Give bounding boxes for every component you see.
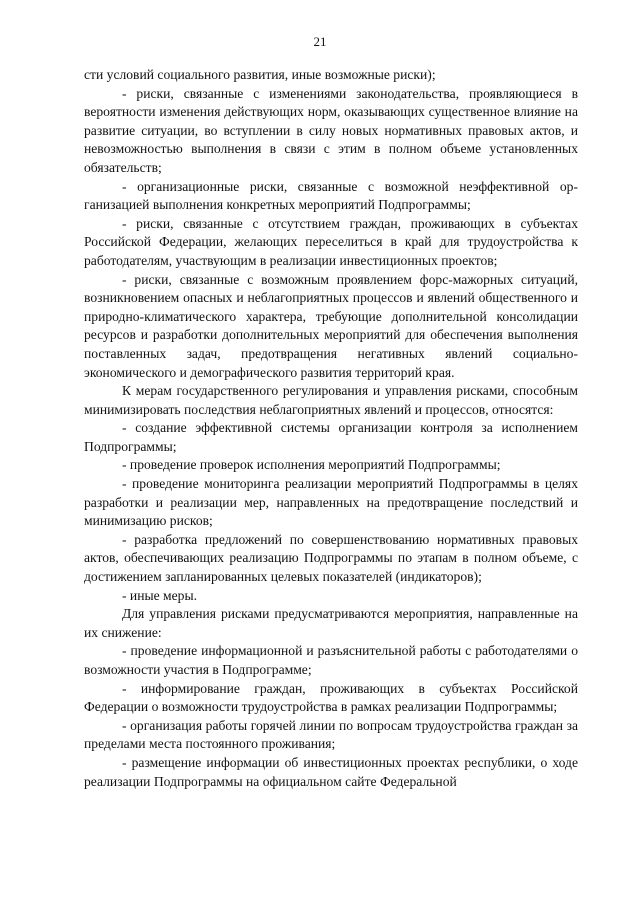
- paragraph-control-system: - создание эффективной системы организации контроля за исполнением Подпрограммы;: [84, 420, 578, 454]
- paragraph-legislative-risks: - риски, связанные с изменениями законодательства, проявляющиеся в вероятности изменения действующих норм, оказывающих существенное влияние на развитие ситуации, во вступлении в силу новых нормативных правовых актов, и невозможностью выполнения в связи с этим в полном объеме установленных обязательств;: [84, 85, 578, 175]
- paragraph-legal-proposals: - разработка предложений по совершенствованию нормативных правовых актов, обеспечивающих реализацию Подпрограммы по этапам в полном объеме, с достижением запланированных целевых показателей (индикаторов);: [84, 531, 578, 585]
- paragraph-continuation: сти условий социального развития, иные возможные риски);: [84, 67, 436, 82]
- paragraph-organizational-risks: - организационные риски, связанные с возможной неэффективной организацией выполнения конкретных мероприятий Подпрограммы;: [84, 178, 578, 213]
- body-text: [84, 66, 578, 791]
- paragraph-website-information: - размещение информации об инвестиционных проектах республики, о ходе реализации Подпрограммы на официальном сайте Федеральной: [84, 754, 578, 789]
- paragraph-citizen-information: - информирование граждан, проживающих в субъектах Российской Федерации о возможности трудоустройства в рамках реализации Подпрограммы;: [84, 680, 578, 715]
- paragraph-hotline: - организация работы горячей линии по вопросам трудоустройства граждан за пределами места постоянного проживания;: [84, 717, 578, 752]
- page-number: 21: [313, 34, 327, 49]
- paragraph-other-measures: - иные меры.: [122, 587, 198, 603]
- paragraph-risk-management-intro: Для управления рисками предусматриваются мероприятия, направленные на их снижение:: [84, 606, 578, 640]
- paragraph-force-majeure-risks: - риски, связанные с возможным проявлением форс-мажорных ситуаций, возникновением опасных и неблагоприятных процессов и явлений общественного и природно-климатического характера, требующие дополнительной консолидации ресурсов и разработки дополнительных мероприятий для обеспечения выполнения поставленных задач, предотвращения негативных явлений социально-экономического и демографического развития территорий края.: [84, 271, 578, 380]
- paragraph-inspections: - проведение проверок исполнения мероприятий Подпрограммы;: [122, 457, 501, 473]
- paragraph-citizen-absence-risks: - риски, связанные с отсутствием граждан, проживающих в субъектах Российской Федерации, желающих переселиться в край для трудоустройства к работодателям, участвующим в реализации инвестиционных проектов;: [84, 215, 578, 268]
- paragraph-regulation-measures-intro: К мерам государственного регулирования и управления рисками, способным минимизировать последствия неблагоприятных явлений и процессов, относятся:: [84, 383, 578, 417]
- paragraph-monitoring: - проведение мониторинга реализации мероприятий Подпрограммы в целях разработки и реализации мер, направленных на предотвращение последствий и минимизацию рисков;: [84, 476, 578, 529]
- paragraph-employer-outreach: - проведение информационной и разъяснительной работы с работодателями о возможности участия в Подпрограмме;: [84, 643, 578, 677]
